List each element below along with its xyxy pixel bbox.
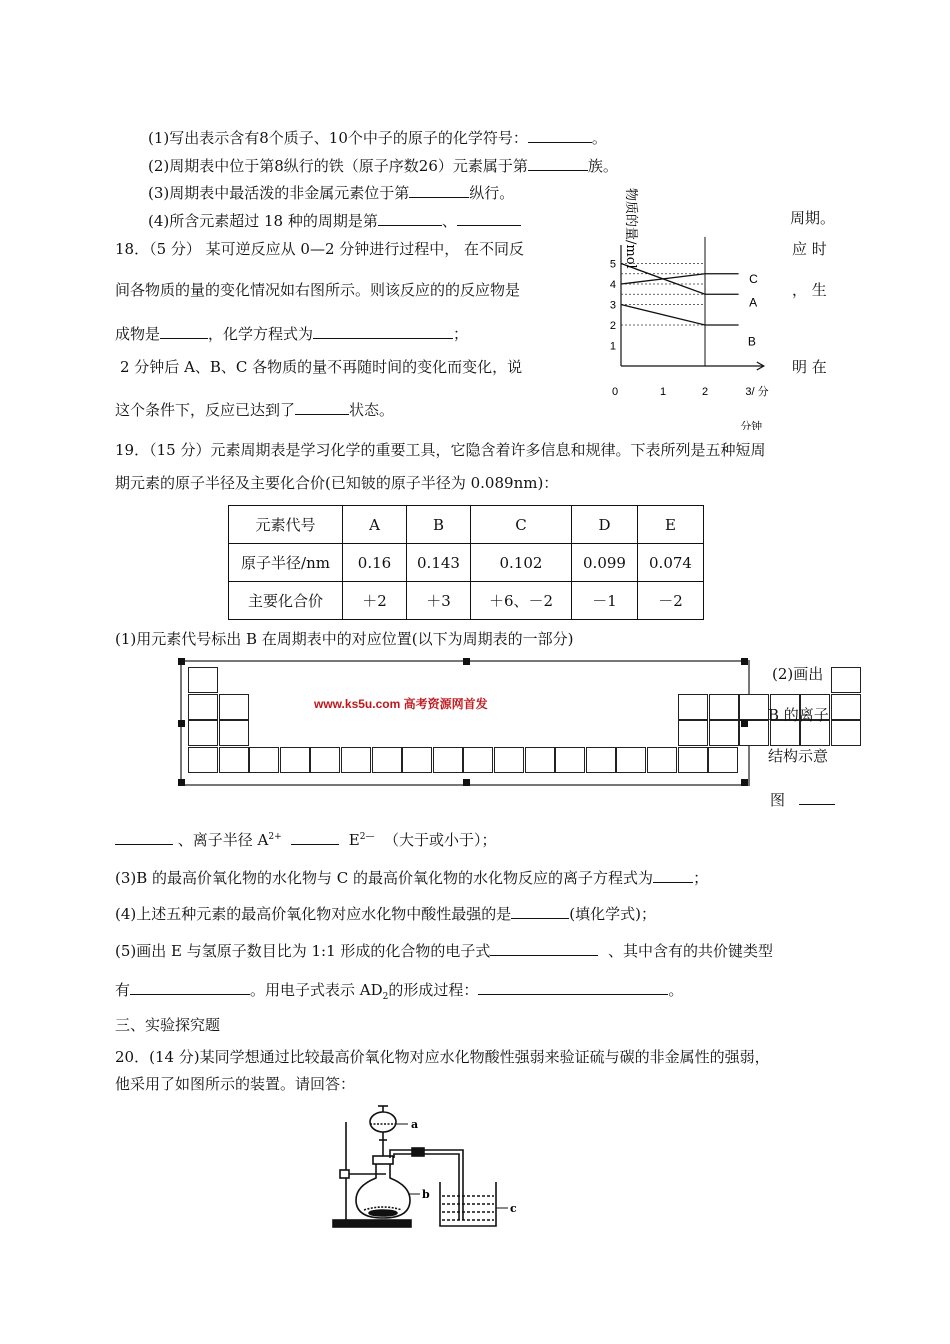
table-header-row [229, 506, 704, 544]
resize-handle[interactable] [178, 720, 185, 727]
q19-part2-line1: (2)画出 [772, 665, 824, 683]
q19-part5: (5)画出 E 与氢原子数目比为 1:1 形成的化合物的电子式 、其中含有的共价键类型 [115, 942, 773, 960]
q18-line3: 成物是 ，化学方程式为 ； [115, 325, 469, 343]
x-tick-label: 2 [701, 386, 709, 398]
amount-vs-time-chart [585, 180, 795, 430]
periodic-table-cell [402, 747, 432, 773]
q17-line4: (4)所含元素超过 18 种的周期是第 、 [148, 211, 521, 229]
periodic-table-cell [188, 720, 218, 746]
q17-line2: (2)周期表中位于第8纵行的铁（原子序数26）元素属于第 族。 [148, 157, 618, 175]
y-tick-label: 1 [609, 340, 616, 353]
table-cell: ＋3 [407, 582, 471, 620]
periodic-table-cell [709, 694, 739, 720]
periodic-table-cell [372, 747, 402, 773]
q19-part2-line5: 、离子半径 $A^{2+}$ $E^{2—}$ （大于或小于）； [115, 830, 497, 848]
periodic-table-cell [678, 747, 708, 773]
table-cell: 元素代号 [229, 506, 343, 544]
table-cell: B [407, 506, 471, 544]
table-cell: 0.102 [471, 544, 572, 582]
series-label-C: C [749, 271, 758, 286]
periodic-table-cell [494, 747, 524, 773]
y-axis-label: 物质的量/mol [623, 188, 638, 269]
label-a: a [411, 1118, 419, 1131]
y-tick-label: 2 [609, 320, 616, 332]
q18-line2-end: ， 生 [792, 281, 827, 299]
resize-handle[interactable] [741, 658, 748, 665]
q17-line1: (1)写出表示含有8个质子、10个中子的原子的化学符号： 。 [148, 129, 607, 147]
periodic-table-cell [219, 720, 249, 746]
periodic-table-cell [433, 747, 463, 773]
table-row [229, 544, 704, 582]
resize-handle[interactable] [178, 658, 185, 665]
periodic-table-cell [647, 747, 677, 773]
resize-handle[interactable] [463, 658, 470, 665]
stand-base [333, 1220, 411, 1227]
periodic-table-fragment [180, 660, 750, 786]
periodic-table-cell [280, 747, 310, 773]
delivery-tube [390, 1150, 463, 1220]
resize-handle[interactable] [741, 720, 748, 727]
periodic-table-cell [708, 747, 738, 773]
element-data-table [228, 505, 704, 620]
x-axis-label: 分钟 [740, 420, 763, 430]
periodic-table-cell [525, 747, 555, 773]
q19-part1: (1)用元素代号标出 B 在周期表中的对应位置(以下为周期表的一部分) [115, 630, 574, 648]
periodic-table-cell [463, 747, 493, 773]
table-cell: E [638, 506, 704, 544]
q19-part3: (3)B 的最高价氧化物的水化物与 C 的最高价氧化物的水化物反应的离子方程式为 ； [115, 869, 709, 887]
periodic-table-cell [739, 694, 769, 720]
periodic-table-cell [831, 694, 861, 720]
table-cell: C [471, 506, 572, 544]
table-cell: ＋2 [343, 582, 407, 620]
x-tick-label: 3/ 分 [745, 386, 769, 398]
q18-line1: 18．（5 分） 某可逆反应从 0—2 分钟进行过程中， 在不同反 [115, 240, 525, 258]
q19-part2-line3: 结构示意 [768, 747, 829, 765]
periodic-table-cell [831, 720, 861, 746]
resize-handle[interactable] [741, 779, 748, 786]
table-cell: ＋6、－2 [471, 582, 572, 620]
table-cell: －2 [638, 582, 704, 620]
q19-part2-line2: B 的离子 [768, 706, 829, 724]
x-tick-label: 1 [659, 386, 667, 398]
q18-line4: 2 分钟后 A、B、C 各物质的量不再随时间的变化而变化，说 [120, 358, 523, 376]
periodic-table-cell [188, 667, 218, 693]
y-tick-label: 5 [609, 258, 616, 271]
table-cell: A [343, 506, 407, 544]
q18-line4-end: 明 在 [792, 358, 827, 376]
periodic-table-cell [831, 667, 861, 693]
periodic-table-cell [678, 694, 708, 720]
y-tick-label: 3 [609, 299, 616, 312]
table-cell: －1 [572, 582, 638, 620]
periodic-table-cell [188, 694, 218, 720]
periodic-table-cell [709, 720, 739, 746]
q19-intro-line1: 19．（15 分）元素周期表是学习化学的重要工具，它隐含着许多信息和规律。下表所列是五种短周 [115, 441, 766, 459]
table-cell: D [572, 506, 638, 544]
q19-part2-line4: 图 [770, 790, 835, 808]
q20-line2: 他采用了如图所示的装置。请回答： [115, 1075, 356, 1093]
label-b: b [422, 1188, 430, 1201]
periodic-table-cell [249, 747, 279, 773]
table-cell: 0.16 [343, 544, 407, 582]
periodic-table-cell [555, 747, 585, 773]
periodic-table-cell [188, 747, 218, 773]
table-row [229, 582, 704, 620]
table-cell: 0.099 [572, 544, 638, 582]
q19-part4: (4)上述五种元素的最高价氧化物对应水化物中酸性最强的是 (填化学式)； [115, 905, 656, 923]
q20-line1: 20．(14 分)某同学想通过比较最高价氧化物对应水化物酸性强弱来验证硫与碳的非金属性的强弱， [115, 1048, 770, 1066]
periodic-table-cell [616, 747, 646, 773]
label-c: c [510, 1202, 517, 1215]
section-heading: 三、实验探究题 [115, 1016, 221, 1034]
table-cell: 原子半径/nm [229, 544, 343, 582]
q17-line4-end: 周期。 [790, 209, 836, 227]
periodic-table-cell [219, 694, 249, 720]
series-line-B [621, 305, 739, 326]
table-cell: 主要化合价 [229, 582, 343, 620]
resize-handle[interactable] [178, 779, 185, 786]
q18-line5: 这个条件下，反应已达到了 状态。 [115, 401, 395, 419]
y-tick-label: 4 [609, 279, 616, 291]
x-tick-label: 0 [611, 386, 619, 398]
apparatus-diagram [328, 1100, 528, 1232]
q18-line2: 间各物质的量的变化情况如右图所示。则该反应的的反应物是 [115, 281, 521, 299]
periodic-table-cell [219, 747, 249, 773]
series-label-B: B [747, 334, 756, 349]
periodic-table-cell [678, 720, 708, 746]
periodic-table-cell [341, 747, 371, 773]
table-cell: 0.074 [638, 544, 704, 582]
series-line-C [621, 274, 739, 284]
q19-part6: 有 。用电子式表示 $AD_2$的形成过程： 。 [115, 981, 684, 1002]
q17-line3: (3)周期表中最活泼的非金属元素位于第 纵行。 [148, 184, 515, 202]
resize-handle[interactable] [463, 779, 470, 786]
series-label-A: A [749, 295, 758, 310]
table-cell: 0.143 [407, 544, 471, 582]
watermark: www.ks5u.com 高考资源网首发 [314, 697, 488, 711]
periodic-table-cell [586, 747, 616, 773]
q18-line1-end: 应 时 [792, 240, 827, 258]
clamp [340, 1170, 349, 1178]
q19-intro-line2: 期元素的原子半径及主要化合价(已知铍的原子半径为 0.089nm)： [115, 474, 559, 492]
separatory-funnel [370, 1112, 396, 1132]
periodic-table-cell [310, 747, 340, 773]
